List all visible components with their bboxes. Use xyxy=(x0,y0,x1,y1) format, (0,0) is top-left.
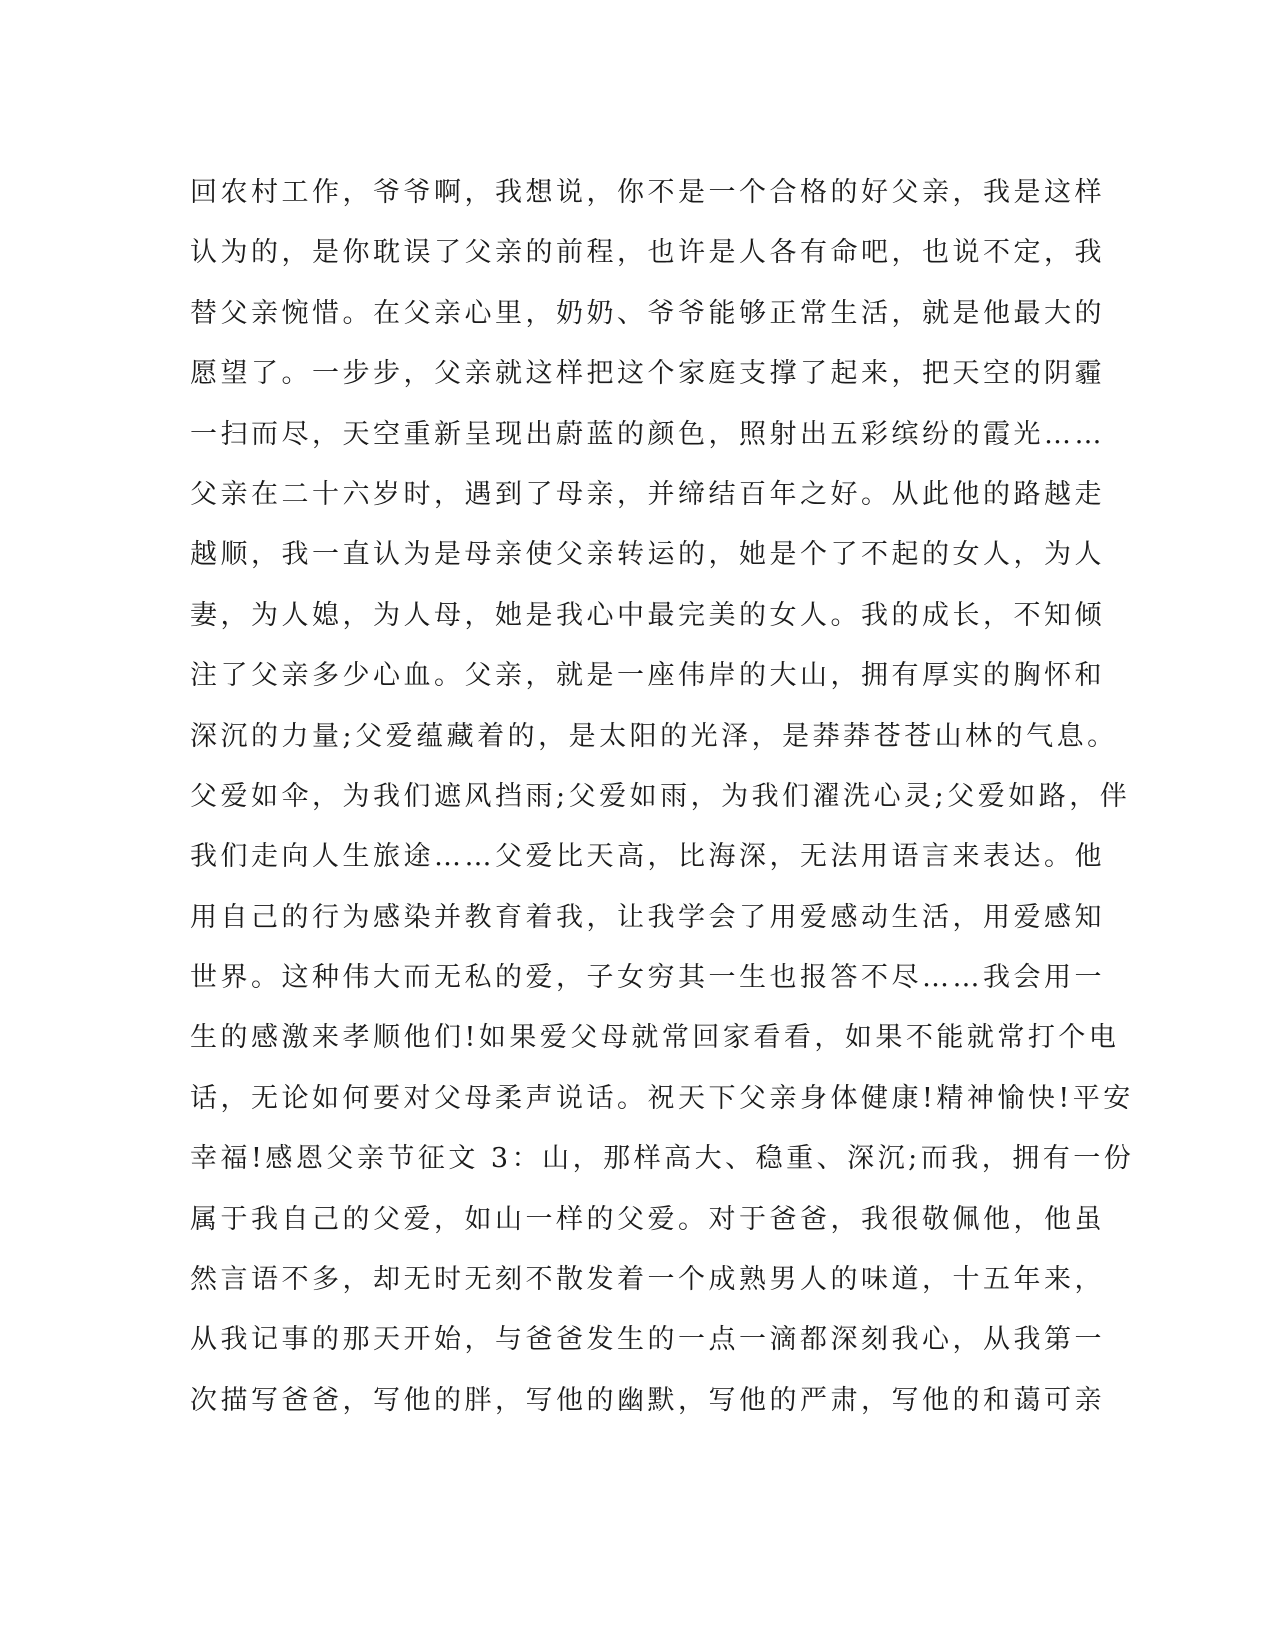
text-line-21: 次描写爸爸，写他的胖，写他的幽默，写他的严肃，写他的和蔼可亲 xyxy=(190,1384,1105,1416)
text-line-9: 注了父亲多少心血。父亲，就是一座伟岸的大山，拥有厚实的胸怀和 xyxy=(190,660,1105,692)
text-line-18: 属于我自己的父爱，如山一样的父爱。对于爸爸，我很敬佩他，他虽 xyxy=(190,1203,1105,1235)
text-line-1: 回农村工作，爷爷啊，我想说，你不是一个合格的好父亲，我是这样 xyxy=(190,177,1105,208)
text-line-8: 妻，为人媳，为人母，她是我心中最完美的女人。我的成长，不知倾 xyxy=(190,599,1105,631)
text-line-5: 一扫而尽，天空重新呈现出蔚蓝的颜色，照射出五彩缤纷的霞光…… xyxy=(190,418,1105,450)
text-line-11: 父爱如伞，为我们遮风挡雨;父爱如雨，为我们濯洗心灵;父爱如路，伴 xyxy=(190,780,1131,812)
text-line-10: 深沉的力量;父爱蕴藏着的，是太阳的光泽，是莽莽苍苍山林的气息。 xyxy=(190,720,1118,752)
text-line-19: 然言语不多，却无时无刻不散发着一个成熟男人的味道，十五年来， xyxy=(190,1264,1105,1296)
text-line-2: 认为的，是你耽误了父亲的前程，也许是人各有命吧，也说不定，我 xyxy=(190,237,1105,269)
essay-body xyxy=(190,163,1135,1431)
text-line-7: 越顺，我一直认为是母亲使父亲转运的，她是个了不起的女人，为人 xyxy=(190,539,1105,571)
text-line-13: 用自己的行为感染并教育着我，让我学会了用爱感动生活，用爱感知 xyxy=(190,901,1105,933)
text-line-12: 我们走向人生旅途……父爱比天高，比海深，无法用语言来表达。他 xyxy=(190,841,1105,873)
text-line-16: 话，无论如何要对父母柔声说话。祝天下父亲身体健康!精神愉快!平安 xyxy=(190,1082,1134,1114)
text-line-20: 从我记事的那天开始，与爸爸发生的一点一滴都深刻我心，从我第一 xyxy=(190,1324,1105,1356)
text-line-14: 世界。这种伟大而无私的爱，子女穷其一生也报答不尽……我会用一 xyxy=(190,962,1105,994)
text-line-4: 愿望了。一步步，父亲就这样把这个家庭支撑了起来，把天空的阴霾 xyxy=(190,358,1105,390)
text-line-3: 替父亲惋惜。在父亲心里，奶奶、爷爷能够正常生活，就是他最大的 xyxy=(190,297,1105,329)
text-line-15: 生的感激来孝顺他们!如果爱父母就常回家看看，如果不能就常打个电 xyxy=(190,1022,1120,1054)
text-line-6: 父亲在二十六岁时，遇到了母亲，并缔结百年之好。从此他的路越走 xyxy=(190,478,1105,510)
text-line-17: 幸福!感恩父亲节征文 3：山，那样高大、稳重、深沉;而我，拥有一份 xyxy=(190,1143,1135,1175)
